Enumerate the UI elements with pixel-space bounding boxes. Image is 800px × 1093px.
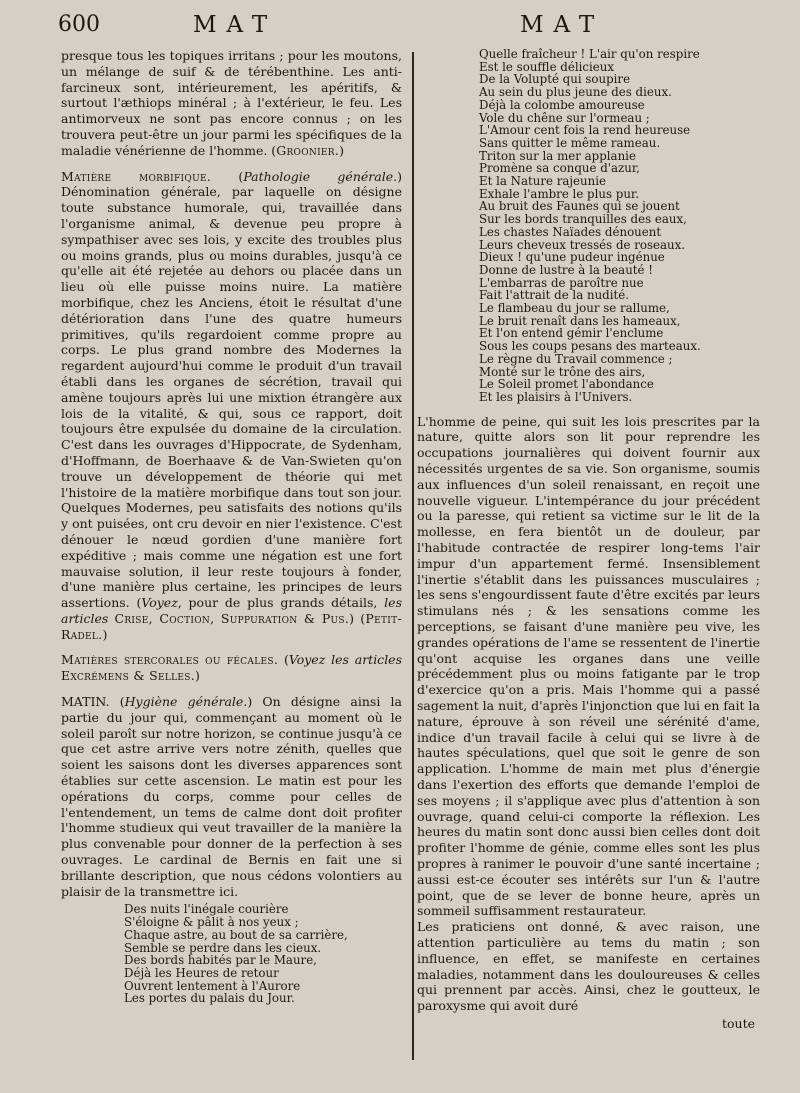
verse-line: Dieux ! qu'une pudeur ingénue bbox=[479, 250, 665, 265]
entry-term-stercorales: Matières stercorales ou fécales. bbox=[61, 652, 279, 668]
morbifique-articles: les articles bbox=[61, 595, 402, 626]
stercorales-close: ) bbox=[195, 668, 200, 684]
stercorales-voyez: Voyez les articles bbox=[288, 652, 402, 668]
verse-line: Donne de lustre à la beauté ! bbox=[479, 262, 654, 277]
morbifique-ref-close: ) bbox=[349, 610, 355, 626]
verse-line: Ouvrent lentement à l'Aurore bbox=[124, 978, 301, 993]
verse-line: Promène sa conque d'azur, bbox=[479, 161, 640, 176]
intro-author: Groonier. bbox=[276, 142, 340, 158]
stercorales-refs: Excrémens & Selles. bbox=[61, 668, 196, 684]
verse-line: Leurs cheveux tressés de roseaux. bbox=[479, 237, 686, 252]
morbifique-author: (Petit-Radel.) bbox=[61, 610, 402, 642]
morbifique-class-open: ( bbox=[238, 168, 244, 184]
morbifique-voyez: Voyez bbox=[141, 595, 178, 611]
verse-line: Sous les coups pesans des marteaux. bbox=[479, 339, 701, 354]
verse-line: Les chastes Naïades dénouent bbox=[479, 224, 662, 239]
matin-text: On désigne ainsi la partie du jour qui, commençant au moment où le soleil paroît sur notre horizon, se continue jusqu'à ce que cet astre arrive vers notre zénith, quelles que soient les saisons dont les diverses apparences sont établies sur cette ascension. Le matin est pour les opérations du corps, comme pour celles de l'entendement, un tems de calme dont doit profiter l'homme studieux qui veut travailler de la manière la plus convenable pour donner de la perfection à ses ouvrages. Le cardinal de Bernis en fait une si brillante description, que nous cédons volontiers au plaisir de la transmettre ici. bbox=[61, 694, 402, 899]
morbifique-class: Pathologie générale. bbox=[243, 168, 398, 184]
verse-line: Monté sur le trône des airs, bbox=[479, 364, 646, 379]
running-head-right: MAT bbox=[520, 12, 605, 38]
verse-line: Est le souffle délicieux bbox=[479, 59, 614, 74]
morbifique-class-close: ) bbox=[397, 168, 402, 184]
entry-term-matin: MATIN. bbox=[61, 694, 110, 710]
matin-paragraph-homme-de-peine: L'homme de peine, qui suit les lois prescrites par la nature, quitte alors son lit pour reprendre les occupations journalières qui doivent fournir aux nécessités urgentes de sa vie. Son organisme, soumis aux influences d'un soleil renaissant, en reçoit une nouvelle vigueur. L'intempérance du jour précédent ou la paresse, qui retient sa victime sur le lit de la mollesse, en fera bientôt un de douleur, par l'habitude contractée de respirer long-tems l'air impur d'un appartement fermé. Insensiblement l'inertie s'établit dans les puissances musculaires ; les sens s'engourdissent faute d'être excités par leurs stimulans nés ; & les sensations comme les perceptions, se faisant d'une manière peu vive, les grandes opérations de l'ame se ressentent de l'inertie qu'ont acquise les organes dans une veille précédemment plus ou moins fatigante par le trop d'exercice qu'on a pris. Mais l'homme qui a passé sagement la nuit, d'après l'injonction que lui en fait la nature, éprouve à son réveil une sérénité d'ame, indice d'un travail facile à celui qui se livre à de hautes spéculations, quel que soit le genre de son application. L'homme de main met plus d'énergie dans l'exertion des efforts que demande l'emploi de ses moyens ; il s'applique avec plus d'attention à son ouvrage, quand celui-ci comporte la réflexion. Les heures du matin sont donc aussi bien celles dont doit profiter l'homme de génie, comme elles sont les plus propres à ranimer le pouvoir d'une santé incertaine ; aussi est-ce écouter ses intérêts sur l'un & l'autre point, que de se lever de bonne heure, après un sommeil suffisamment restaurateur. bbox=[417, 413, 760, 919]
verse-line: Des nuits l'inégale courière bbox=[124, 902, 289, 917]
verse-line: Les portes du palais du Jour. bbox=[124, 991, 295, 1006]
intro-paragraph bbox=[61, 48, 402, 159]
intro-text: presque tous les topiques irritans ; pour les moutons, un mélange de suif & de térébenthine. Les anti-farcineux sont, intérieurement, les apéritifs, & surtout l'æthiops minéral ; à l'extérieur, le feu. Les antimorveux ne sont pas encore connus ; on les trouvera peut-être un jour parmi les spécifiques de la maladie vénérienne de l'homme. ( bbox=[61, 48, 402, 158]
poem-part-two bbox=[417, 48, 760, 404]
verse-line: De la Volupté qui soupire bbox=[479, 72, 631, 87]
verse-line: Le règne du Travail commence ; bbox=[479, 351, 673, 366]
column-divider bbox=[412, 52, 414, 1060]
verse-line: Vole du chêne sur l'ormeau ; bbox=[479, 110, 650, 125]
verse-line: Et la Nature rajeunie bbox=[479, 174, 606, 189]
verse-line: Au bruit des Faunes qui se jouent bbox=[479, 199, 680, 214]
poem-part-one bbox=[61, 903, 402, 1005]
entry-matiere-morbifique bbox=[61, 169, 402, 643]
verse-line: Sur les bords tranquilles des eaux, bbox=[479, 212, 687, 227]
running-head-left: MAT bbox=[193, 12, 278, 38]
verse-line: Et les plaisirs à l'Univers. bbox=[479, 389, 633, 404]
entry-term-morbifique: Matière morbifique. bbox=[61, 168, 212, 184]
left-column bbox=[61, 48, 402, 1005]
verse-line: Déjà les Heures de retour bbox=[124, 965, 279, 980]
verse-line: Semble se perdre dans les cieux. bbox=[124, 940, 322, 955]
verse-line: Déjà la colombe amoureuse bbox=[479, 97, 645, 112]
verse-line: S'éloigne & pâlit à nos yeux ; bbox=[124, 915, 299, 930]
entry-matieres-stercorales bbox=[61, 652, 402, 684]
verse-line: Le Soleil promet l'abondance bbox=[479, 377, 654, 392]
morbifique-text: Dénomination générale, par laquelle on désigne toute substance humorale, qui, travaillée dans l'organisme animal, & devenue peu propre à sympathiser avec ses lois, y excite des troubles plus ou moins grands, plus ou moins durables, jusqu'à ce qu'elle ait été rejetée au dehors ou placée dans un lieu où elle puisse moins nuire. La matière morbifique, chez les Anciens, étoit le résultat d'une détérioration dans l'une des quatre humeurs primitives, qu'ils regardoient comme propre au corps. Le plus grand nombre des Modernes la regardent aujourd'hui comme le produit d'un travail établi dans les organes de sécrétion, travail qui amène toujours après lui une mixtion étrangère aux lois de la vitalité, & qui, sous ce rapport, doit toujours être expulsée du domaine de la circulation. C'est dans les ouvrages d'Hippocrate, de Sydenham, d'Hoffmann, de Boerhaave & de Van-Swieten qu'on trouve un développement de théorie qui met l'histoire de la matière morbifique dans tout son jour. Quelques Modernes, peu satisfaits des notions qu'ils y ont puisées, ont cru devoir en nier l'existence. C'est dénouer le nœud gordien d'une manière fort expéditive ; mais comme une négation est une fort mauvaise solution, il leur reste toujours à fonder, d'une manière plus certaine, les principes de leurs assertions. ( bbox=[61, 184, 402, 611]
verse-line: Fait l'attrait de la nudité. bbox=[479, 288, 629, 303]
verse-line: Exhale l'ambre le plus pur. bbox=[479, 186, 640, 201]
entry-matin bbox=[61, 694, 402, 899]
verse-line: Quelle fraîcheur ! L'air qu'on respire bbox=[479, 47, 700, 61]
verse-line: Le bruit renaît dans les hameaux, bbox=[479, 313, 681, 328]
verse-line: L'Amour cent fois la rend heureuse bbox=[479, 123, 691, 138]
page-number: 600 bbox=[58, 12, 100, 37]
morbifique-detail: , pour de plus grands détails, bbox=[177, 595, 378, 611]
intro-close: ) bbox=[339, 142, 345, 158]
verse-line: Des bords habités par le Maure, bbox=[124, 953, 317, 968]
verse-line: Chaque astre, au bout de sa carrière, bbox=[124, 927, 348, 942]
catchword: toute bbox=[722, 1016, 756, 1031]
page-header bbox=[0, 8, 800, 42]
verse-line: Et l'on entend gémir l'enclume bbox=[479, 326, 664, 341]
verse-line: L'embarras de paroître nue bbox=[479, 275, 644, 290]
matin-class: Hygiène générale. bbox=[124, 694, 248, 710]
right-column bbox=[417, 48, 760, 1014]
verse-line: Le flambeau du jour se rallume, bbox=[479, 301, 670, 316]
matin-paragraph-praticiens: Les praticiens ont donné, & avec raison, une attention particulière au tems du matin ; son influence, en effet, se manifeste en certaines maladies, notamment dans les douloureuses & celles qui prennent par accès. Ainsi, chez le goutteux, le paroxysme qui avoit duré bbox=[417, 919, 760, 1014]
verse-line: Triton sur la mer applanie bbox=[479, 148, 636, 163]
verse-line: Sans quitter le même rameau. bbox=[479, 135, 661, 150]
matin-class-close: ) bbox=[247, 694, 253, 710]
matin-class-open: ( bbox=[119, 694, 125, 710]
stercorales-open: ( bbox=[283, 652, 289, 668]
verse-line: Au sein du plus jeune des dieux. bbox=[479, 85, 672, 100]
morbifique-refs: Crise, Coction, Suppuration & Pus. bbox=[114, 610, 350, 626]
